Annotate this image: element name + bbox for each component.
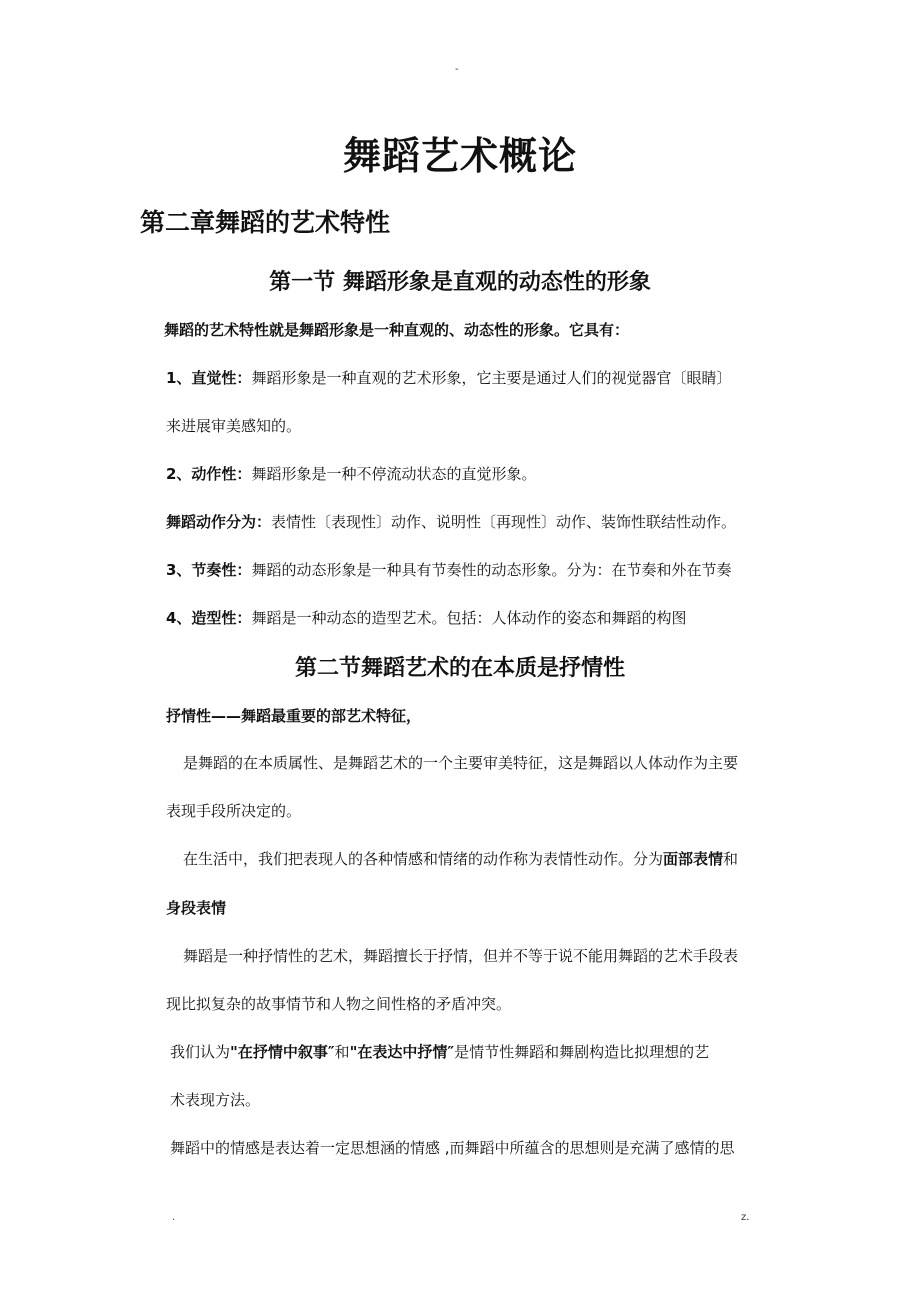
para4-pre: 我们认为: [170, 1043, 231, 1061]
para4-bold1: "在抒情中叙事″: [230, 1043, 335, 1061]
document-title: 舞蹈艺术概论: [342, 134, 577, 178]
item1-line2: 来进展审美感知的。: [166, 417, 302, 435]
para5-line1: 舞蹈中的情感是表达着一定思想涵的情感 ,而舞蹈中所蕴含的思想则是充满了感情的思: [170, 1139, 735, 1157]
item2-label: 2、动作性：: [166, 465, 252, 483]
item4: [166, 608, 686, 628]
para1-line1: 是舞蹈的在本质属性、是舞蹈艺术的一个主要审美特征，这是舞蹈以人体动作为主要: [183, 754, 739, 772]
section2-lead: 抒情性——舞蹈最重要的部艺术特征，: [166, 707, 422, 725]
item1-line1: [166, 368, 731, 388]
item1-label: 1、直觉性：: [166, 369, 252, 387]
division-line: [166, 512, 736, 532]
para2-pre: 在生活中，我们把表现人的各种情感和情绪的动作称为表情性动作。分为: [183, 850, 664, 868]
item3: [166, 560, 731, 580]
para4-line2: 术表现方法。: [170, 1091, 261, 1109]
para3-line1: 舞蹈是一种抒情性的艺术，舞蹈擅长于抒情，但并不等于说不能用舞蹈的艺术手段表: [183, 947, 739, 965]
item4-text: 舞蹈是一种动态的造型艺术。包括：人体动作的姿态和舞蹈的构图: [251, 609, 687, 627]
para2-and: 和: [723, 850, 739, 868]
para4-mid: 和: [334, 1043, 350, 1061]
para4-post: 是情节性舞蹈和舞剧构造比拟理想的艺: [454, 1043, 710, 1061]
item4-label: 4、造型性：: [166, 609, 252, 627]
item3-label: 3、节奏性：: [166, 561, 252, 579]
para1-line2: 表现手段所决定的。: [166, 802, 302, 820]
item1-text: 舞蹈形象是一种直观的艺术形象，它主要是通过人们的视觉器官〔眼睛〕: [251, 369, 732, 387]
para2-line1: [183, 849, 738, 869]
chapter-heading: 第二章舞蹈的艺术特性: [140, 208, 391, 237]
para2-face-expression: 面部表情: [663, 850, 724, 868]
division-label: 舞蹈动作分为：: [166, 513, 272, 531]
division-text: 表情性〔表现性〕动作、说明性〔再现性〕动作、装饰性联结性动作。: [271, 513, 737, 531]
section1-heading: 第一节 舞蹈形象是直观的动态性的形象: [269, 270, 651, 295]
section2-heading: 第二节舞蹈艺术的在本质是抒情性: [294, 656, 625, 681]
para4-bold2: "在表达中抒情″: [349, 1043, 455, 1061]
para2-body-expression: 身段表情: [166, 899, 227, 917]
footer-left: .: [172, 1212, 176, 1223]
footer-right: z.: [741, 1212, 750, 1223]
para3-line2: 现比拟复杂的故事情节和人物之间性格的矛盾冲突。: [166, 995, 512, 1013]
para4-line1: [170, 1042, 709, 1062]
section1-intro: 舞蹈的艺术特性就是舞蹈形象是一种直观的、动态性的形象。它具有：: [164, 321, 630, 339]
item2-text: 舞蹈形象是一种不停流动状态的直觉形象。: [251, 465, 537, 483]
header-mark: -: [455, 64, 459, 75]
item3-text: 舞蹈的动态形象是一种具有节奏性的动态形象。分为：在节奏和外在节奏: [251, 561, 732, 579]
item2: [166, 464, 536, 484]
